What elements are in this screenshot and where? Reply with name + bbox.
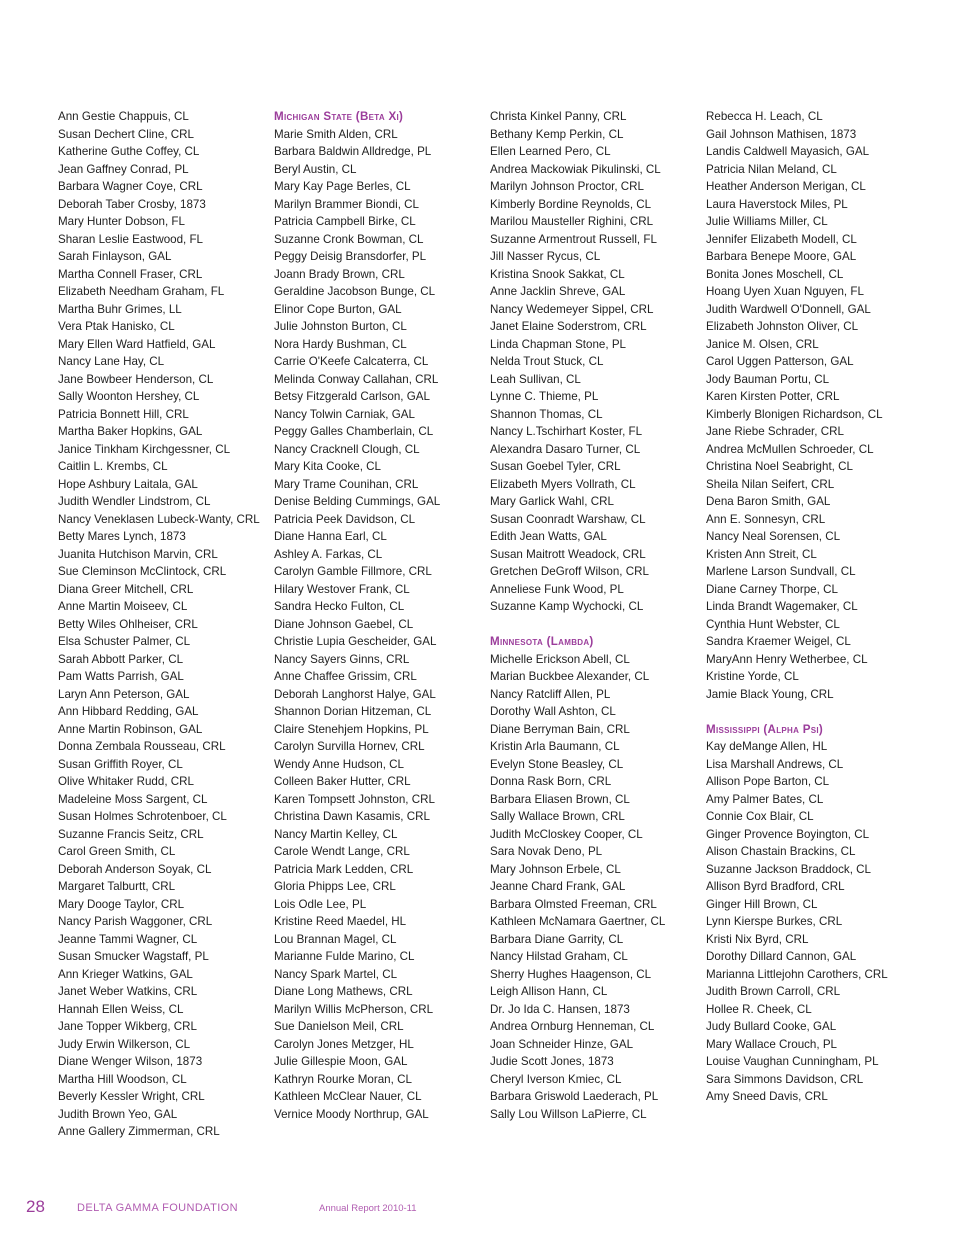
donor-name: Lisa Marshall Andrews, CL [706, 757, 844, 771]
donor-name: Diane Long Mathews, CRL [274, 985, 413, 998]
donor-name: Diane Wenger Wilson, 1873 [58, 1055, 203, 1068]
donor-name: Barbara Eliasen Brown, CL [490, 792, 630, 806]
donor-name: Vernice Moody Northrup, GAL [274, 1107, 429, 1121]
donor-name: Elizabeth Johnston Oliver, CL [706, 320, 859, 333]
donor-name: Louise Vaughan Cunningham, PL [706, 1055, 879, 1068]
donor-name: Carol Uggen Patterson, GAL [706, 355, 854, 368]
donor-name: Betsy Fitzgerald Carlson, GAL [274, 390, 430, 403]
donor-name: Sharan Leslie Eastwood, FL [58, 232, 204, 246]
section-spacer [490, 616, 700, 634]
donor-name: Marie Smith Alden, CRL [274, 127, 398, 141]
column-1 [58, 108, 268, 1141]
donor-name: Diana Greer Mitchell, CRL [58, 582, 194, 596]
donor-name: Claire Stenehjem Hopkins, PL [274, 722, 429, 736]
donor-name: Marlene Larson Sundvall, CL [706, 565, 856, 578]
donor-name: Geraldine Jacobson Bunge, CL [274, 285, 436, 298]
donor-name: Sue Danielson Meil, CRL [274, 1020, 404, 1033]
donor-name: Hannah Ellen Weiss, CL [58, 1002, 184, 1016]
donor-name: Joann Brady Brown, CRL [274, 267, 405, 281]
donor-name: Karen Kirsten Potter, CRL [706, 390, 840, 403]
page-number: 28 [26, 1197, 45, 1216]
donor-name: Olive Whitaker Rudd, CRL [58, 775, 194, 788]
donor-name: Sally Lou Willson LaPierre, CL [490, 1107, 647, 1121]
donor-name: Ann Hibbard Redding, GAL [58, 705, 199, 718]
donor-name: Carolyn Survilla Hornev, CRL [274, 740, 425, 753]
donor-name: Ann Krieger Watkins, GAL [58, 967, 193, 981]
donor-name: Vera Ptak Hanisko, CL [58, 320, 175, 333]
donor-name: Lois Odle Lee, PL [274, 897, 367, 911]
donor-name: Lynne C. Thieme, PL [490, 390, 599, 403]
donor-name: Suzanne Francis Seitz, CRL [58, 827, 204, 841]
column-4 [706, 108, 916, 1106]
donor-name: Laura Haverstock Miles, PL [706, 197, 848, 211]
donor-name: Patricia Bonnett Hill, CRL [58, 407, 189, 421]
donor-name: Anne Chaffee Grissim, CRL [274, 670, 417, 683]
donor-name: Marianne Fulde Marino, CL [274, 950, 415, 963]
donor-name: Janet Elaine Soderstrom, CRL [490, 320, 647, 333]
donor-name: Nancy Sayers Ginns, CRL [274, 652, 410, 666]
donor-name: Carole Wendt Lange, CRL [274, 845, 410, 858]
donor-name: Sally Wallace Brown, CRL [490, 810, 625, 823]
donor-name: Jane Bowbeer Henderson, CL [58, 372, 214, 386]
donor-name: Edith Jean Watts, GAL [490, 530, 607, 543]
donor-name: Elizabeth Needham Graham, FL [58, 285, 225, 298]
donor-name: Anne Martin Moiseev, CL [58, 600, 188, 613]
donor-name: Wendy Anne Hudson, CL [274, 757, 404, 771]
donor-name: Mary Trame Counihan, CRL [274, 477, 419, 491]
donor-name: Sara Simmons Davidson, CRL [706, 1072, 864, 1086]
donor-name: Judith McCloskey Cooper, CL [490, 827, 643, 841]
donor-name: Kathryn Rourke Moran, CL [274, 1072, 412, 1086]
donor-name: Allison Byrd Bradford, CRL [706, 880, 845, 893]
donor-name: Peggy Galles Chamberlain, CL [274, 425, 434, 438]
donor-name: Barbara Griswold Laederach, PL [490, 1090, 659, 1103]
donor-name: Patricia Mark Ledden, CRL [274, 862, 414, 876]
donor-name: Ann E. Sonnesyn, CRL [706, 512, 826, 526]
donor-name: Diane Carney Thorpe, CL [706, 582, 838, 596]
donor-name: Suzanne Jackson Braddock, CL [706, 862, 871, 876]
donor-name: Susan Coonradt Warshaw, CL [490, 512, 646, 526]
donor-name: Nancy Tolwin Carniak, GAL [274, 407, 415, 421]
column-2 [274, 108, 484, 1123]
donor-name: Dr. Jo Ida C. Hansen, 1873 [490, 1002, 630, 1016]
donor-name: Suzanne Armentrout Russell, FL [490, 232, 657, 246]
donor-name: Mary Garlick Wahl, CRL [490, 495, 614, 508]
donor-name: Barbara Diane Garrity, CL [490, 932, 624, 946]
donor-name: Jill Nasser Rycus, CL [490, 250, 601, 263]
donor-name: Joan Schneider Hinze, GAL [490, 1037, 634, 1051]
donor-name: Elinor Cope Burton, GAL [274, 302, 402, 316]
donor-name: Dorothy Wall Ashton, CL [490, 705, 616, 718]
donor-name: Anneliese Funk Wood, PL [490, 582, 624, 596]
donor-name: Judy Bullard Cooke, GAL [706, 1020, 837, 1033]
donor-name: Mary Ellen Ward Hatfield, GAL [58, 337, 216, 351]
donor-name: Colleen Baker Hutter, CRL [274, 775, 411, 788]
donor-name: Beryl Austin, CL [274, 162, 357, 176]
donor-name: Shannon Thomas, CL [490, 407, 603, 421]
donor-name: Donna Zembala Rousseau, CRL [58, 740, 226, 753]
donor-name: Marilyn Brammer Biondi, CL [274, 197, 419, 211]
donor-name: Dorothy Dillard Cannon, GAL [706, 950, 857, 963]
donor-name: Janice Tinkham Kirchgessner, CL [58, 442, 231, 456]
donor-name: Cynthia Hunt Webster, CL [706, 617, 840, 631]
donor-name: Patricia Nilan Meland, CL [706, 162, 837, 176]
donor-name: Barbara Olmsted Freeman, CRL [490, 897, 657, 911]
donor-name: Carolyn Jones Metzger, HL [274, 1037, 414, 1051]
donor-name: Rebecca H. Leach, CL [706, 110, 823, 123]
donor-name: Jennifer Elizabeth Modell, CL [706, 232, 857, 246]
donor-name: Leah Sullivan, CL [490, 372, 581, 386]
donor-name: Nancy Wedemeyer Sippel, CRL [490, 302, 654, 316]
donor-name: Linda Chapman Stone, PL [490, 337, 627, 351]
donor-name: Gloria Phipps Lee, CRL [274, 880, 396, 893]
donor-name: Sherry Hughes Haagenson, CL [490, 967, 652, 981]
donor-name: Juanita Hutchison Marvin, CRL [58, 547, 218, 561]
donor-name: Hilary Westover Frank, CL [274, 582, 410, 596]
donor-name: Judy Erwin Wilkerson, CL [58, 1037, 191, 1051]
donor-name: Diane Berryman Bain, CRL [490, 722, 630, 736]
donor-name: Katherine Guthe Coffey, CL [58, 145, 200, 158]
donor-name: Carolyn Gamble Fillmore, CRL [274, 565, 432, 578]
donor-name: Kimberly Blonigen Richardson, CL [706, 407, 883, 421]
donor-name: Kristen Ann Streit, CL [706, 547, 817, 561]
donor-name: Hope Ashbury Laitala, GAL [58, 477, 198, 491]
donor-name: Marianna Littlejohn Carothers, CRL [706, 967, 888, 981]
donor-name: Barbara Baldwin Alldredge, PL [274, 145, 432, 158]
donor-name: Judith Brown Carroll, CRL [706, 985, 841, 998]
donor-name: Landis Caldwell Mayasich, GAL [706, 145, 870, 158]
donor-name: Deborah Langhorst Halye, GAL [274, 687, 436, 701]
donor-name: Mary Wallace Crouch, PL [706, 1037, 838, 1051]
donor-name: Gretchen DeGroff Wilson, CRL [490, 565, 649, 578]
donor-name: Ashley A. Farkas, CL [274, 547, 383, 561]
donor-name: Connie Cox Blair, CL [706, 810, 814, 823]
donor-name: Judie Scott Jones, 1873 [490, 1055, 614, 1068]
donor-name: Jamie Black Young, CRL [706, 687, 834, 701]
donor-name: Laryn Ann Peterson, GAL [58, 687, 190, 701]
donor-name: Susan Goebel Tyler, CRL [490, 460, 621, 473]
donor-name: Diane Hanna Earl, CL [274, 530, 387, 543]
footer-report-title: Annual Report 2010-11 [319, 1203, 417, 1214]
donor-name: Anne Gallery Zimmerman, CRL [58, 1125, 220, 1138]
chapter-heading: Michigan State (Beta Xi) [274, 110, 404, 123]
donor-name: Mary Dooge Taylor, CRL [58, 897, 185, 911]
donor-name: Andrea Mackowiak Pikulinski, CL [490, 162, 661, 176]
donor-name: Susan Dechert Cline, CRL [58, 127, 194, 141]
donor-name: Barbara Wagner Coye, CRL [58, 180, 203, 193]
donor-name: Martha Buhr Grimes, LL [58, 302, 182, 316]
donor-name: Sandra Kraemer Weigel, CL [706, 635, 851, 648]
donor-name: Mary Hunter Dobson, FL [58, 215, 185, 228]
donor-name: Janice M. Olsen, CRL [706, 337, 819, 351]
donor-name: Julie Williams Miller, CL [706, 215, 828, 228]
donor-name: Susan Smucker Wagstaff, PL [58, 950, 209, 963]
donor-name: Evelyn Stone Beasley, CL [490, 757, 624, 771]
donor-name: Nancy Parish Waggoner, CRL [58, 915, 213, 928]
donor-name: Kristi Nix Byrd, CRL [706, 932, 809, 946]
donor-name: Judith Wendler Lindstrom, CL [58, 495, 211, 508]
donor-name: Cheryl Iverson Kmiec, CL [490, 1072, 622, 1086]
donor-name: Mary Kita Cooke, CL [274, 460, 381, 473]
donor-name: Christa Kinkel Panny, CRL [490, 110, 627, 123]
donor-name: Heather Anderson Merigan, CL [706, 180, 866, 193]
donor-name: Patricia Campbell Birke, CL [274, 215, 416, 228]
donor-name: Jeanne Tammi Wagner, CL [58, 932, 198, 946]
donor-name: Marilou Mausteller Righini, CRL [490, 215, 654, 228]
donor-name: Sandra Hecko Fulton, CL [274, 600, 405, 613]
donor-name: Denise Belding Cummings, GAL [274, 495, 441, 508]
donor-name: Sarah Abbott Parker, CL [58, 652, 184, 666]
column-3 [490, 108, 700, 1123]
donor-name: Nancy Ratcliff Allen, PL [490, 687, 611, 701]
donor-name: Anne Martin Robinson, GAL [58, 722, 203, 736]
donor-name: Deborah Taber Crosby, 1873 [58, 197, 206, 211]
donor-name: Elizabeth Myers Vollrath, CL [490, 477, 636, 491]
donor-name: Nancy Neal Sorensen, CL [706, 530, 841, 543]
donor-name: Jody Bauman Portu, CL [706, 372, 830, 386]
donor-name: Lynn Kierspe Burkes, CRL [706, 915, 843, 928]
donor-name: Kay deMange Allen, HL [706, 740, 828, 753]
donor-name: Judith Wardwell O'Donnell, GAL [706, 302, 871, 316]
donor-name: Suzanne Cronk Bowman, CL [274, 232, 424, 246]
donor-name: Janet Weber Watkins, CRL [58, 985, 198, 998]
donor-name: Andrea Ornburg Henneman, CL [490, 1020, 655, 1033]
chapter-heading: Minnesota (Lambda) [490, 635, 594, 648]
section-spacer [706, 703, 916, 721]
donor-name: Bethany Kemp Perkin, CL [490, 127, 624, 141]
donor-name: Christina Dawn Kasamis, CRL [274, 810, 430, 823]
donor-name: Elsa Schuster Palmer, CL [58, 635, 191, 648]
donor-name: Caitlin L. Krembs, CL [58, 460, 168, 473]
donor-name: Jane Riebe Schrader, CRL [706, 425, 844, 438]
donor-name: Suzanne Kamp Wychocki, CL [490, 600, 644, 613]
donor-name: Julie Johnston Burton, CL [274, 320, 407, 333]
donor-name: Martha Hill Woodson, CL [58, 1072, 187, 1086]
donor-name: Kristin Arla Baumann, CL [490, 740, 620, 753]
donor-name: Kathleen McNamara Gaertner, CL [490, 915, 666, 928]
donor-name: Sue Cleminson McClintock, CRL [58, 565, 227, 578]
donor-name: Ginger Provence Boyington, CL [706, 827, 870, 841]
donor-name: Diane Johnson Gaebel, CL [274, 617, 414, 631]
donor-name: Jane Topper Wikberg, CRL [58, 1020, 197, 1033]
donor-name: Marilyn Johnson Proctor, CRL [490, 180, 645, 193]
donor-name: Martha Connell Fraser, CRL [58, 267, 203, 281]
donor-name: Hollee R. Cheek, CL [706, 1002, 812, 1016]
donor-name: Nancy L.Tschirhart Koster, FL [490, 425, 643, 438]
donor-name: Betty Wiles Ohlheiser, CRL [58, 617, 198, 631]
donor-name: Kathleen McClear Nauer, CL [274, 1090, 422, 1103]
donor-name: Christie Lupia Gescheider, GAL [274, 635, 437, 648]
donor-name: Mary Johnson Erbele, CL [490, 862, 621, 876]
donor-name: Peggy Deisig Bransdorfer, PL [274, 250, 427, 263]
donor-name: Amy Sneed Davis, CRL [706, 1090, 828, 1103]
donor-name: Christina Noel Seabright, CL [706, 460, 853, 473]
donor-name: Michelle Erickson Abell, CL [490, 652, 630, 666]
donor-name: Ellen Learned Pero, CL [490, 145, 611, 158]
donor-name: Dena Baron Smith, GAL [706, 495, 831, 508]
donor-name: Jean Gaffney Conrad, PL [58, 162, 189, 176]
donor-name: Kristina Snook Sakkat, CL [490, 267, 625, 281]
donor-name: Susan Maitrott Weadock, CRL [490, 547, 646, 561]
donor-name: Margaret Talburtt, CRL [58, 880, 176, 893]
donor-name: Susan Griffith Royer, CL [58, 757, 183, 771]
donor-name: Kristine Reed Maedel, HL [274, 915, 407, 928]
donor-name: Sarah Finlayson, GAL [58, 250, 172, 263]
footer-organization: DELTA GAMMA FOUNDATION [77, 1202, 238, 1214]
donor-name: Ann Gestie Chappuis, CL [58, 110, 189, 123]
donor-name: Ginger Hill Brown, CL [706, 897, 818, 911]
donor-name: Lou Brannan Magel, CL [274, 932, 397, 946]
donor-name: Gail Johnson Mathisen, 1873 [706, 127, 857, 141]
donor-name: Leigh Allison Hann, CL [490, 985, 608, 998]
donor-name: Sally Woonton Hershey, CL [58, 390, 200, 403]
donor-name: Jeanne Chard Frank, GAL [490, 880, 626, 893]
donor-name: Marilyn Willis McPherson, CRL [274, 1002, 434, 1016]
donor-name: Kristine Yorde, CL [706, 670, 799, 683]
donor-name: Shannon Dorian Hitzeman, CL [274, 705, 432, 718]
donor-name: Nancy Veneklasen Lubeck-Wanty, CRL [58, 512, 260, 526]
donor-name: Amy Palmer Bates, CL [706, 792, 824, 806]
donor-name: Beverly Kessler Wright, CRL [58, 1090, 205, 1103]
donor-name: Nancy Martin Kelley, CL [274, 827, 398, 841]
donor-name: Nancy Lane Hay, CL [58, 355, 165, 368]
donor-name: Kimberly Bordine Reynolds, CL [490, 197, 652, 211]
donor-name: MaryAnn Henry Wetherbee, CL [706, 652, 868, 666]
donor-name: Donna Rask Born, CRL [490, 775, 612, 788]
donor-name: Deborah Anderson Soyak, CL [58, 862, 212, 876]
donor-name: Patricia Peek Davidson, CL [274, 512, 416, 526]
donor-name: Mary Kay Page Berles, CL [274, 180, 411, 193]
donor-name: Madeleine Moss Sargent, CL [58, 792, 208, 806]
donor-name: Nancy Hilstad Graham, CL [490, 950, 628, 963]
donor-name: Pam Watts Parrish, GAL [58, 670, 184, 683]
donor-name: Carrie O'Keefe Calcaterra, CL [274, 355, 429, 368]
donor-name: Nancy Spark Martel, CL [274, 967, 398, 981]
donor-name: Judith Brown Yeo, GAL [58, 1107, 178, 1121]
donor-name: Sheila Nilan Seifert, CRL [706, 477, 835, 491]
donor-name: Hoang Uyen Xuan Nguyen, FL [706, 285, 864, 298]
chapter-heading: Mississippi (Alpha Psi) [706, 722, 824, 736]
donor-name: Julie Gillespie Moon, GAL [274, 1055, 408, 1068]
donor-name: Betty Mares Lynch, 1873 [58, 530, 186, 543]
donor-name: Carol Green Smith, CL [58, 845, 176, 858]
donor-name: Marian Buckbee Alexander, CL [490, 670, 650, 683]
donor-name: Alison Chastain Brackins, CL [706, 845, 856, 858]
donor-name: Bonita Jones Moschell, CL [706, 267, 844, 281]
donor-name: Barbara Benepe Moore, GAL [706, 250, 857, 263]
donor-name: Alexandra Dasaro Turner, CL [490, 442, 641, 456]
donor-name: Susan Holmes Schrotenboer, CL [58, 810, 227, 823]
donor-name: Andrea McMullen Schroeder, CL [706, 442, 874, 456]
donor-name: Allison Pope Barton, CL [706, 775, 830, 788]
donor-name: Sara Novak Deno, PL [490, 845, 603, 858]
donor-name: Karen Tompsett Johnston, CRL [274, 792, 435, 806]
donor-name: Martha Baker Hopkins, GAL [58, 425, 203, 438]
donor-name: Nelda Trout Stuck, CL [490, 355, 604, 368]
donor-name: Linda Brandt Wagemaker, CL [706, 600, 858, 613]
donor-name: Anne Jacklin Shreve, GAL [490, 285, 626, 298]
donor-name: Nancy Cracknell Clough, CL [274, 442, 420, 456]
donor-name: Melinda Conway Callahan, CRL [274, 372, 439, 386]
donor-name: Nora Hardy Bushman, CL [274, 337, 407, 351]
